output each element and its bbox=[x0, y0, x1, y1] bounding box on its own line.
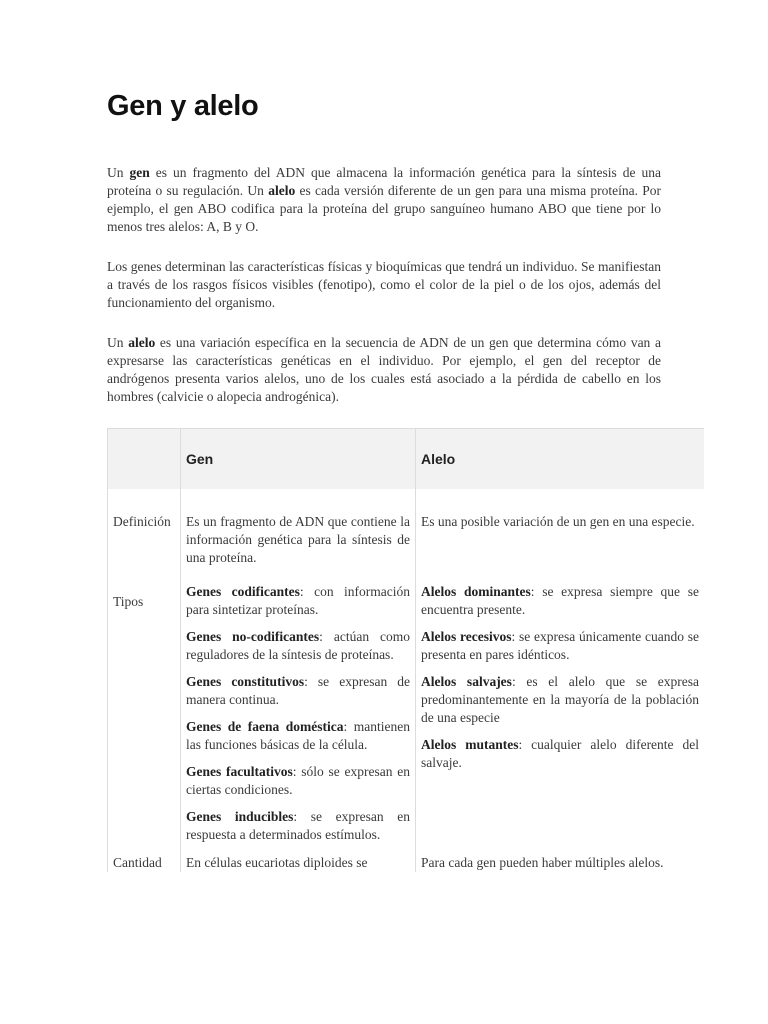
list-item bbox=[421, 673, 699, 727]
comparison-table-wrapper bbox=[107, 428, 704, 928]
list-item bbox=[186, 808, 410, 844]
list-item bbox=[186, 628, 410, 664]
item-term: Genes inducibles bbox=[186, 809, 294, 824]
comparison-table bbox=[107, 428, 704, 872]
genes-paragraph bbox=[107, 258, 661, 312]
cell-definicion-gen bbox=[181, 489, 416, 567]
item-desc: : se expresan de manera continua. bbox=[186, 674, 411, 707]
cell-cantidad-alelo: Para cada gen pueden haber múltiples alelos. bbox=[416, 844, 705, 872]
cell-tipos-gen bbox=[181, 567, 416, 844]
page-title: Gen y alelo bbox=[107, 90, 259, 122]
row-label-definicion: Definición bbox=[108, 489, 181, 567]
definicion-alelo-text: Es una posible variación de un gen en una especie. bbox=[421, 514, 695, 529]
item-desc: : mantienen las funciones básicas de la célula. bbox=[186, 719, 411, 752]
alelo-paragraph bbox=[107, 334, 661, 406]
list-item bbox=[421, 736, 699, 772]
cell-tipos-alelo bbox=[416, 567, 705, 844]
table-row-cantidad bbox=[108, 844, 705, 872]
list-item bbox=[186, 763, 410, 799]
item-desc: : con información para sintetizar proteínas. bbox=[186, 584, 410, 617]
text-span: es un fragmento del ADN que almacena la información genética para la síntesis de una proteína o su regulación. Un bbox=[107, 165, 661, 198]
table-row-tipos bbox=[108, 567, 705, 844]
item-desc: : es el alelo que se expresa predominantemente en la mayoría de la población de una especie bbox=[421, 674, 699, 725]
tipos-label-text: Tipos bbox=[113, 594, 144, 609]
item-term: Genes facultativos bbox=[186, 764, 293, 779]
item-term: Genes de faena doméstica bbox=[186, 719, 344, 734]
item-term: Genes constitutivos bbox=[186, 674, 305, 689]
item-term: Alelos salvajes bbox=[421, 674, 512, 689]
table-row-definicion bbox=[108, 489, 705, 567]
table-header-row bbox=[108, 429, 705, 490]
bold-term-alelo: alelo bbox=[268, 183, 296, 198]
item-desc: : se expresa únicamente cuando se presenta en pares idénticos. bbox=[421, 629, 699, 662]
bold-term-alelo: alelo bbox=[128, 335, 156, 350]
item-desc: : se expresa siempre que se encuentra presente. bbox=[421, 584, 699, 617]
definicion-gen-text: Es un fragmento de ADN que contiene la información genética para la síntesis de una proteína. bbox=[186, 514, 410, 565]
row-label-cantidad: Cantidad bbox=[108, 844, 181, 872]
text-span: es cada versión diferente de un gen para una misma proteína. Por ejemplo, el gen ABO codifica para la proteína del grupo sanguíneo humano ABO que tiene por lo menos tres alelos: A, B y O. bbox=[107, 183, 661, 234]
item-term: Alelos mutantes bbox=[421, 737, 519, 752]
intro-paragraph bbox=[107, 164, 661, 236]
list-item bbox=[186, 583, 410, 619]
item-term: Alelos dominantes bbox=[421, 584, 531, 599]
item-desc: : actúan como reguladores de la síntesis de proteínas. bbox=[186, 629, 410, 662]
text-span: Los genes determinan las características físicas y bioquímicas que tendrá un individuo. Se manifiestan a través de los rasgos físicos visibles (fenotipo), como el color de la piel o de los ojos, además del funcionamiento del organismo. bbox=[107, 259, 661, 310]
text-span: Un bbox=[107, 165, 130, 180]
item-desc: : sólo se expresan en ciertas condiciones. bbox=[186, 764, 410, 797]
text-span: es una variación específica en la secuencia de ADN de un gen que determina cómo van a expresarse las características genéticas en el individuo. Por ejemplo, el gen del receptor de andrógenos presenta varios alelos, uno de los cuales está asociado a la pérdida de cabello en los hombres (calvicie o alopecia androgénica). bbox=[107, 335, 662, 404]
list-item bbox=[421, 628, 699, 664]
row-label-tipos bbox=[108, 567, 181, 844]
text-span: Un bbox=[107, 335, 129, 350]
item-term: Alelos recesivos bbox=[421, 629, 512, 644]
item-desc: : cualquier alelo diferente del salvaje. bbox=[421, 737, 700, 770]
item-term: Genes codificantes bbox=[186, 584, 300, 599]
item-desc: : se expresan en respuesta a determinados estímulos. bbox=[186, 809, 410, 842]
list-item bbox=[186, 718, 410, 754]
cell-cantidad-gen: En células eucariotas diploides se bbox=[181, 844, 416, 872]
cell-definicion-alelo bbox=[416, 489, 705, 567]
list-item bbox=[186, 673, 410, 709]
header-gen: Gen bbox=[181, 429, 416, 490]
list-item bbox=[421, 583, 699, 619]
header-empty bbox=[108, 429, 181, 490]
bold-term-gen: gen bbox=[129, 165, 150, 180]
item-term: Genes no-codificantes bbox=[186, 629, 320, 644]
header-alelo: Alelo bbox=[416, 429, 705, 490]
